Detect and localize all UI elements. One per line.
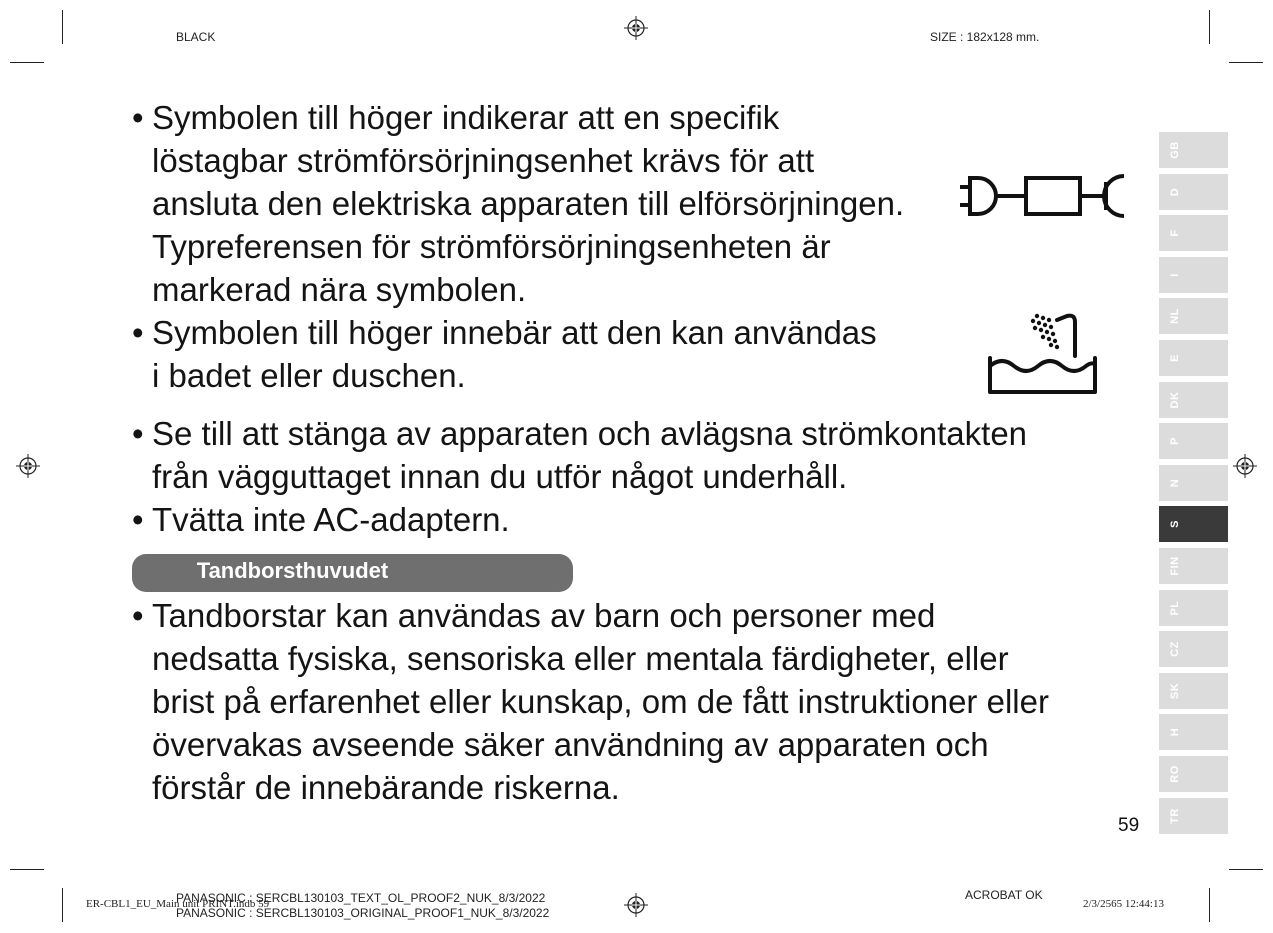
bullet-item	[132, 498, 1027, 541]
bullet-marker: •	[132, 99, 144, 136]
bullet-line: övervakas avseende säker användning av apparaten och	[152, 726, 989, 763]
language-tab-d[interactable]	[1159, 174, 1228, 210]
bullet-line: i badet eller duschen.	[152, 357, 466, 394]
section-heading: Tandborsthuvudet	[132, 554, 573, 592]
bullet-line: Se till att stänga av apparaten och avlägsna strömkontakten	[152, 415, 1028, 452]
language-tab-label: E	[1169, 354, 1181, 362]
bullet-marker: •	[132, 415, 144, 452]
bullet-line: brist på erfarenhet eller kunskap, om de fått instruktioner eller	[152, 683, 1049, 720]
bullet-item	[132, 594, 1049, 809]
bullet-marker: •	[132, 501, 144, 538]
bullets-middle	[132, 412, 1027, 541]
registration-mark-icon	[623, 892, 649, 918]
crop-mark	[10, 62, 44, 63]
bullet-line: Tvätta inte AC-adaptern.	[152, 501, 510, 538]
footer-datetime: 2/3/2565 12:44:13	[1083, 898, 1164, 910]
bullets-top	[132, 96, 904, 397]
page-number: 59	[1118, 815, 1140, 836]
language-tab-tr[interactable]	[1159, 798, 1228, 834]
bullet-line: Symbolen till höger innebär att den kan användas	[152, 314, 877, 351]
bullet-line: förstår de innebärande riskerna.	[152, 769, 620, 806]
bullet-line: markerad nära symbolen.	[152, 271, 527, 308]
language-tab-gb[interactable]	[1159, 132, 1228, 168]
language-tab-ro[interactable]	[1159, 756, 1228, 792]
footer-proof-line-2: PANASONIC : SERCBL130103_ORIGINAL_PROOF1_NUK_8/3/2022	[176, 906, 550, 920]
language-tab-label: CZ	[1169, 641, 1181, 657]
crop-mark	[10, 869, 44, 870]
language-tab-s[interactable]	[1159, 506, 1228, 542]
language-tab-label: N	[1169, 478, 1181, 487]
bullet-line: Tandborstar kan användas av barn och personer med	[152, 597, 936, 634]
language-tab-label: F	[1169, 229, 1181, 237]
bullet-line: löstagbar strömförsörjningsenhet krävs för att	[152, 142, 815, 179]
language-tab-label: I	[1169, 273, 1181, 277]
language-tab-n[interactable]	[1159, 465, 1228, 501]
bullet-line: från vägguttaget innan du utför något underhåll.	[152, 458, 848, 495]
footer-acrobat-status: ACROBAT OK	[965, 888, 1043, 902]
power-supply-unit-icon	[956, 172, 1128, 220]
bullet-marker: •	[132, 314, 144, 351]
bath-shower-icon	[985, 310, 1101, 400]
registration-mark-icon	[623, 15, 649, 41]
language-tab-p[interactable]	[1159, 423, 1228, 459]
footer-proof-line-1: PANASONIC : SERCBL130103_TEXT_OL_PROOF2_NUK_8/3/2022	[176, 891, 546, 905]
bullets-bottom	[132, 594, 1049, 809]
language-tab-cz[interactable]	[1159, 631, 1228, 667]
language-tab-dk[interactable]	[1159, 382, 1228, 418]
language-tab-label: NL	[1169, 308, 1181, 325]
bullet-item	[132, 412, 1027, 498]
language-tab-sk[interactable]	[1159, 673, 1228, 709]
language-tab-label: P	[1169, 437, 1181, 446]
bullet-item	[132, 96, 904, 311]
language-tab-label: GB	[1169, 141, 1181, 159]
bullet-line: ansluta den elektriska apparaten till elförsörjningen.	[152, 185, 905, 222]
language-tab-label: PL	[1169, 600, 1181, 616]
bullet-marker: •	[132, 597, 144, 634]
language-tab-i[interactable]	[1159, 257, 1228, 293]
footer-file-name: ER-CBL1_EU_Main unit PRINT.indb 59	[86, 898, 270, 910]
language-tab-e[interactable]	[1159, 340, 1228, 376]
language-tab-label: S	[1169, 520, 1181, 529]
bullet-item	[132, 311, 904, 397]
language-tabs	[1159, 132, 1228, 839]
language-tab-label: H	[1169, 728, 1181, 737]
language-tab-h[interactable]	[1159, 714, 1228, 750]
language-tab-label: TR	[1169, 807, 1181, 824]
bullet-line: Typreferensen för strömförsörjningsenheten är	[152, 228, 831, 265]
color-label: BLACK	[176, 30, 216, 44]
crop-mark	[1229, 869, 1263, 870]
crop-mark	[1229, 62, 1263, 63]
registration-mark-icon	[15, 453, 41, 479]
language-tab-label: SK	[1169, 682, 1181, 699]
language-tab-nl[interactable]	[1159, 298, 1228, 334]
crop-mark	[1209, 888, 1210, 922]
language-tab-label: FIN	[1169, 556, 1181, 576]
language-tab-label: DK	[1169, 391, 1181, 409]
registration-mark-icon	[1232, 453, 1258, 479]
bullet-line: Symbolen till höger indikerar att en specifik	[152, 99, 780, 136]
language-tab-fin[interactable]	[1159, 548, 1228, 584]
bullet-line: nedsatta fysiska, sensoriska eller mentala färdigheter, eller	[152, 640, 1009, 677]
language-tab-pl[interactable]	[1159, 590, 1228, 626]
language-tab-label: D	[1169, 187, 1181, 196]
crop-mark	[62, 10, 63, 44]
crop-mark	[62, 888, 63, 922]
size-label: SIZE : 182x128 mm.	[930, 30, 1040, 44]
language-tab-label: RO	[1169, 765, 1181, 783]
crop-mark	[1209, 10, 1210, 44]
language-tab-f[interactable]	[1159, 215, 1228, 251]
